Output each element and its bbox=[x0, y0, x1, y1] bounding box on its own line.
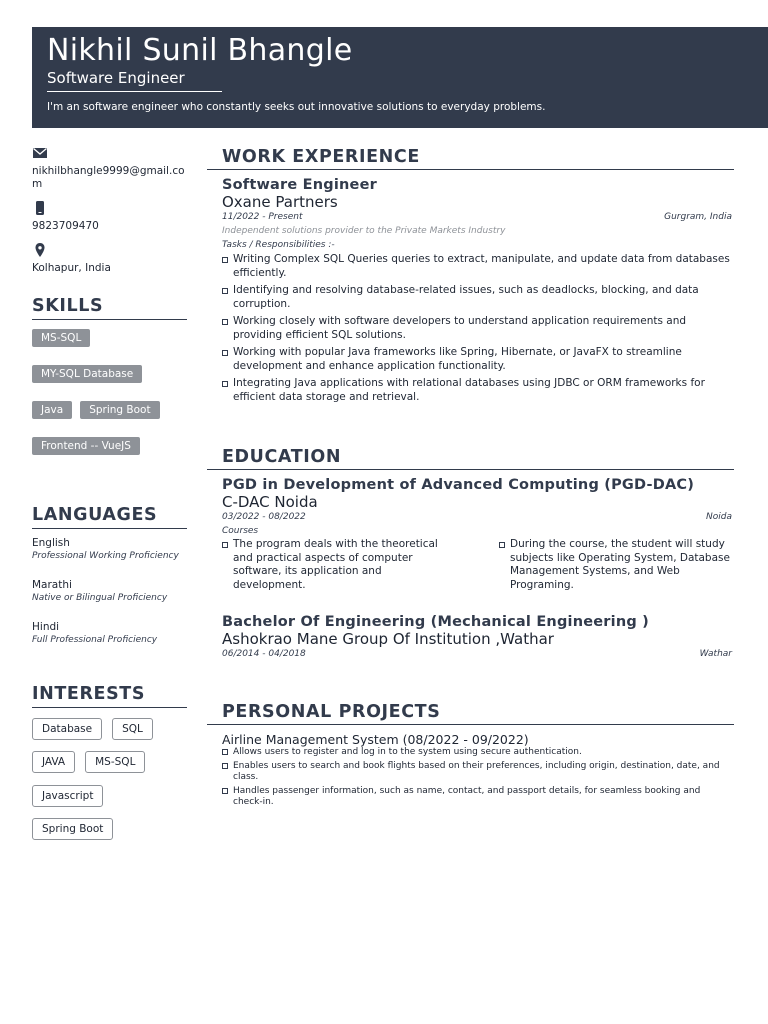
interest-row bbox=[32, 813, 187, 847]
interest-chip: Database bbox=[32, 718, 102, 740]
courses-columns bbox=[222, 538, 732, 596]
course-bullet: The program deals with the theoretical and practical aspects of computer software, its application and development. bbox=[222, 538, 455, 592]
education-heading: EDUCATION bbox=[207, 447, 734, 470]
education-location: Noida bbox=[706, 512, 732, 522]
skill-chip: Spring Boot bbox=[80, 401, 159, 419]
education-entry bbox=[222, 477, 732, 596]
languages-section bbox=[32, 505, 187, 655]
course-bullet: During the course, the student will study subjects like Operating System, Database Management Systems, and Web Programing. bbox=[499, 538, 732, 592]
language-level: Full Professional Proficiency bbox=[32, 635, 158, 645]
job-bullet: Integrating Java applications with relational databases using JDBC or ORM frameworks for efficient data storage and retrieval. bbox=[222, 377, 732, 404]
language-item bbox=[32, 529, 187, 571]
skills-section bbox=[32, 296, 187, 464]
education-meta bbox=[222, 511, 732, 524]
interests-section bbox=[32, 684, 187, 846]
job-bullet: Identifying and resolving database-related issues, such as deadlocks, blocking, and data corruption. bbox=[222, 284, 732, 311]
candidate-name: Nikhil Sunil Bhangle bbox=[47, 33, 353, 68]
interest-row bbox=[32, 712, 187, 746]
interest-row bbox=[32, 746, 187, 780]
education-location: Wathar bbox=[699, 649, 732, 659]
skill-chip: MY-SQL Database bbox=[32, 365, 142, 383]
courses-list bbox=[222, 538, 455, 596]
work-entry bbox=[222, 177, 732, 408]
skill-chip: Frontend -- VueJS bbox=[32, 437, 140, 455]
job-title: Software Engineer bbox=[222, 177, 377, 193]
project-entry bbox=[222, 732, 732, 811]
interest-row bbox=[32, 779, 187, 813]
degree-title: PGD in Development of Advanced Computing (PGD-DAC) bbox=[222, 477, 695, 493]
language-item bbox=[32, 571, 187, 613]
languages-heading: LANGUAGES bbox=[32, 505, 187, 529]
language-name: English bbox=[32, 537, 70, 549]
tasks-label: Tasks / Responsibilities :- bbox=[222, 240, 335, 250]
courses-label: Courses bbox=[222, 526, 259, 536]
interest-chip: MS-SQL bbox=[85, 751, 145, 773]
skill-row bbox=[32, 356, 187, 392]
phone-text: 9823709470 bbox=[32, 220, 99, 232]
job-location: Gurgram, India bbox=[664, 212, 732, 222]
project-bullets bbox=[222, 747, 732, 808]
skills-heading: SKILLS bbox=[32, 296, 187, 320]
language-level: Native or Bilingual Proficiency bbox=[32, 593, 168, 603]
language-name: Marathi bbox=[32, 579, 72, 591]
job-bullet: Working with popular Java frameworks like Spring, Hibernate, or JavaFX to streamline development and enhance application functionality. bbox=[222, 346, 732, 373]
job-meta bbox=[222, 211, 732, 224]
education-meta bbox=[222, 648, 732, 661]
company-description: Independent solutions provider to the Private Markets Industry bbox=[222, 226, 506, 236]
job-bullet: Working closely with software developers to understand application requirements and providing efficient SQL solutions. bbox=[222, 315, 732, 342]
candidate-role: Software Engineer bbox=[47, 69, 222, 92]
job-bullet: Writing Complex SQL Queries queries to extract, manipulate, and update data from databases efficiently. bbox=[222, 253, 732, 280]
interest-chip: Javascript bbox=[32, 785, 103, 807]
work-experience-heading: WORK EXPERIENCE bbox=[207, 147, 734, 170]
job-bullets bbox=[222, 253, 732, 404]
education-dates: 03/2022 - 08/2022 bbox=[222, 512, 306, 522]
skill-chip: Java bbox=[32, 401, 72, 419]
summary-text: I'm an software engineer who constantly seeks out innovative solutions to everyday problems. bbox=[47, 101, 546, 113]
job-dates: 11/2022 - Present bbox=[222, 212, 303, 222]
project-bullet: Handles passenger information, such as name, contact, and passport details, for seamless booking and check-in. bbox=[222, 786, 732, 808]
interest-chip: Spring Boot bbox=[32, 818, 113, 840]
education-dates: 06/2014 - 04/2018 bbox=[222, 649, 306, 659]
company-name: Oxane Partners bbox=[222, 193, 338, 211]
courses-list bbox=[499, 538, 732, 596]
education-entry bbox=[222, 614, 732, 661]
skill-row bbox=[32, 320, 187, 356]
contact-section bbox=[32, 145, 187, 284]
personal-projects-heading: PERSONAL PROJECTS bbox=[207, 702, 734, 725]
skill-chip: MS-SQL bbox=[32, 329, 90, 347]
degree-title: Bachelor Of Engineering (Mechanical Engineering ) bbox=[222, 614, 649, 630]
envelope-icon bbox=[32, 145, 48, 161]
project-title: Airline Management System (08/2022 - 09/2022) bbox=[222, 732, 529, 747]
language-name: Hindi bbox=[32, 621, 60, 633]
map-pin-icon bbox=[32, 242, 48, 258]
interests-heading: INTERESTS bbox=[32, 684, 187, 708]
resume-header bbox=[32, 27, 768, 128]
interest-chip: JAVA bbox=[32, 751, 75, 773]
skill-row bbox=[32, 428, 187, 464]
project-bullet: Allows users to register and log in to the system using secure authentication. bbox=[222, 747, 732, 758]
email-text[interactable]: nikhilbhangle9999@gmail.com bbox=[32, 165, 185, 190]
interest-chip: SQL bbox=[112, 718, 153, 740]
mobile-phone-icon bbox=[32, 200, 48, 216]
skill-row bbox=[32, 392, 187, 428]
institution-name: Ashokrao Mane Group Of Institution ,Wathar bbox=[222, 630, 554, 648]
institution-name: C-DAC Noida bbox=[222, 493, 318, 511]
project-bullet: Enables users to search and book flights based on their preferences, including origin, destination, date, and class. bbox=[222, 761, 732, 783]
language-item bbox=[32, 613, 187, 655]
location-text: Kolhapur, India bbox=[32, 262, 111, 274]
language-level: Professional Working Proficiency bbox=[32, 551, 179, 561]
